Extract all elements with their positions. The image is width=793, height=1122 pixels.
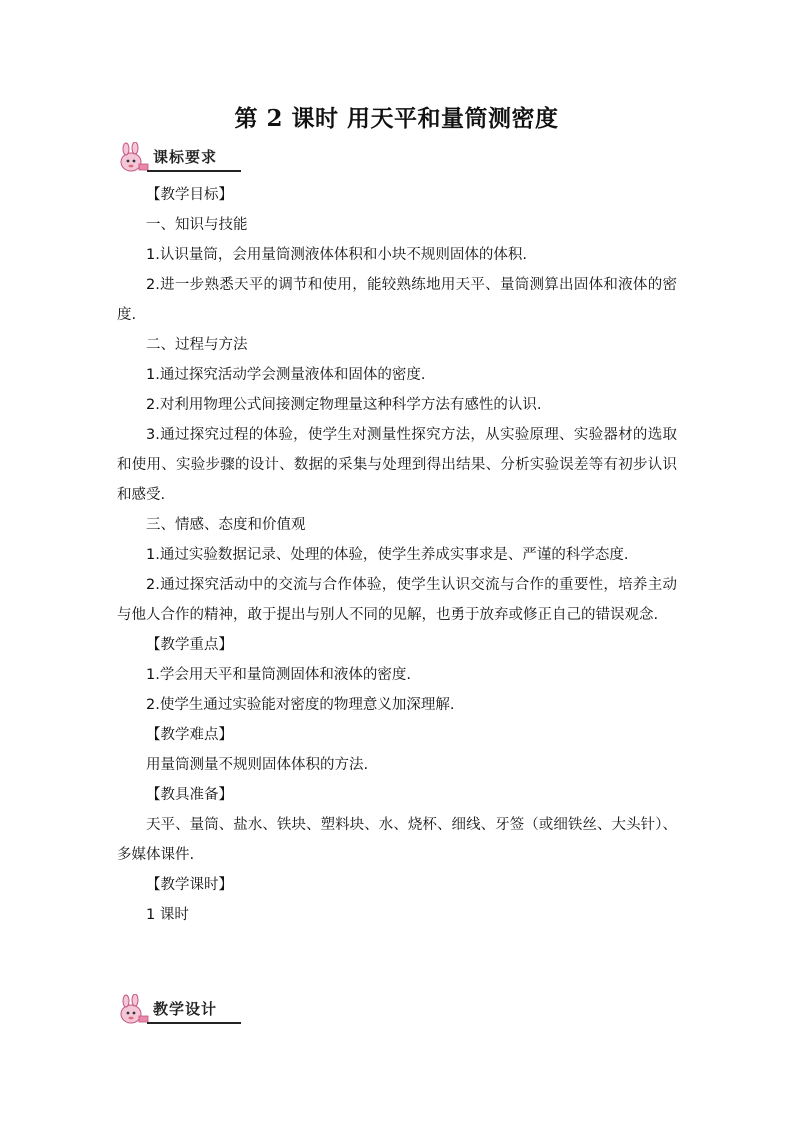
process-item-2: 2.对利用物理公式间接测定物理量这种科学方法有感性的认识.	[146, 397, 542, 413]
key-item-2: 2.使学生通过实验能对密度的物理意义加深理解.	[146, 697, 455, 713]
banner-underline	[147, 1022, 241, 1024]
banner-label-standards: 课标要求	[153, 148, 218, 166]
document-body	[117, 180, 677, 930]
page-title: 第 2 课时 用天平和量筒测密度	[234, 105, 559, 132]
difficulty-item-1: 用量筒测量不规则固体体积的方法.	[146, 757, 369, 773]
hours-heading: 【教学课时】	[146, 877, 233, 893]
emotion-item-1: 1.通过实验数据记录、处理的体验，使学生养成实事求是、严谨的科学态度.	[146, 547, 629, 563]
banner-underline	[147, 170, 241, 172]
cartoon-mascot-icon	[117, 142, 151, 176]
objectives-heading: 【教学目标】	[146, 187, 233, 203]
process-heading: 二、过程与方法	[146, 337, 248, 353]
process-item-3: 3.通过探究过程的体验，使学生对测量性探究方法，从实验原理、实验器材的选取和使用、实验步骤的设计、数据的采集与处理到得出结果、分析实验误差等有初步认识和感受.	[117, 427, 677, 503]
knowledge-item-2: 2.进一步熟悉天平的调节和使用，能较熟练地用天平、量筒测算出固体和液体的密度.	[117, 277, 677, 323]
materials-heading: 【教具准备】	[146, 787, 233, 803]
key-heading: 【教学重点】	[146, 637, 233, 653]
knowledge-item-1: 1.认识量筒，会用量筒测液体体积和小块不规则固体的体积.	[146, 247, 527, 263]
section-banner-standards	[117, 142, 242, 176]
process-item-1: 1.通过探究活动学会测量液体和固体的密度.	[146, 367, 426, 383]
hours-item-1: 1 课时	[146, 907, 189, 923]
key-item-1: 1.学会用天平和量筒测固体和液体的密度.	[146, 667, 411, 683]
difficulty-heading: 【教学难点】	[146, 727, 233, 743]
banner-label-design: 教学设计	[153, 1000, 218, 1018]
emotion-heading: 三、情感、态度和价值观	[146, 517, 306, 533]
section-banner-design	[117, 994, 242, 1028]
knowledge-heading: 一、知识与技能	[146, 217, 248, 233]
cartoon-mascot-icon	[117, 994, 151, 1028]
emotion-item-2: 2.通过探究活动中的交流与合作体验，使学生认识交流与合作的重要性，培养主动与他人合作的精神，敢于提出与别人不同的见解，也勇于放弃或修正自己的错误观念.	[117, 577, 677, 623]
materials-item-1: 天平、量筒、盐水、铁块、塑料块、水、烧杯、细线、牙签（或细铁丝、大头针）、多媒体课件.	[117, 817, 677, 863]
